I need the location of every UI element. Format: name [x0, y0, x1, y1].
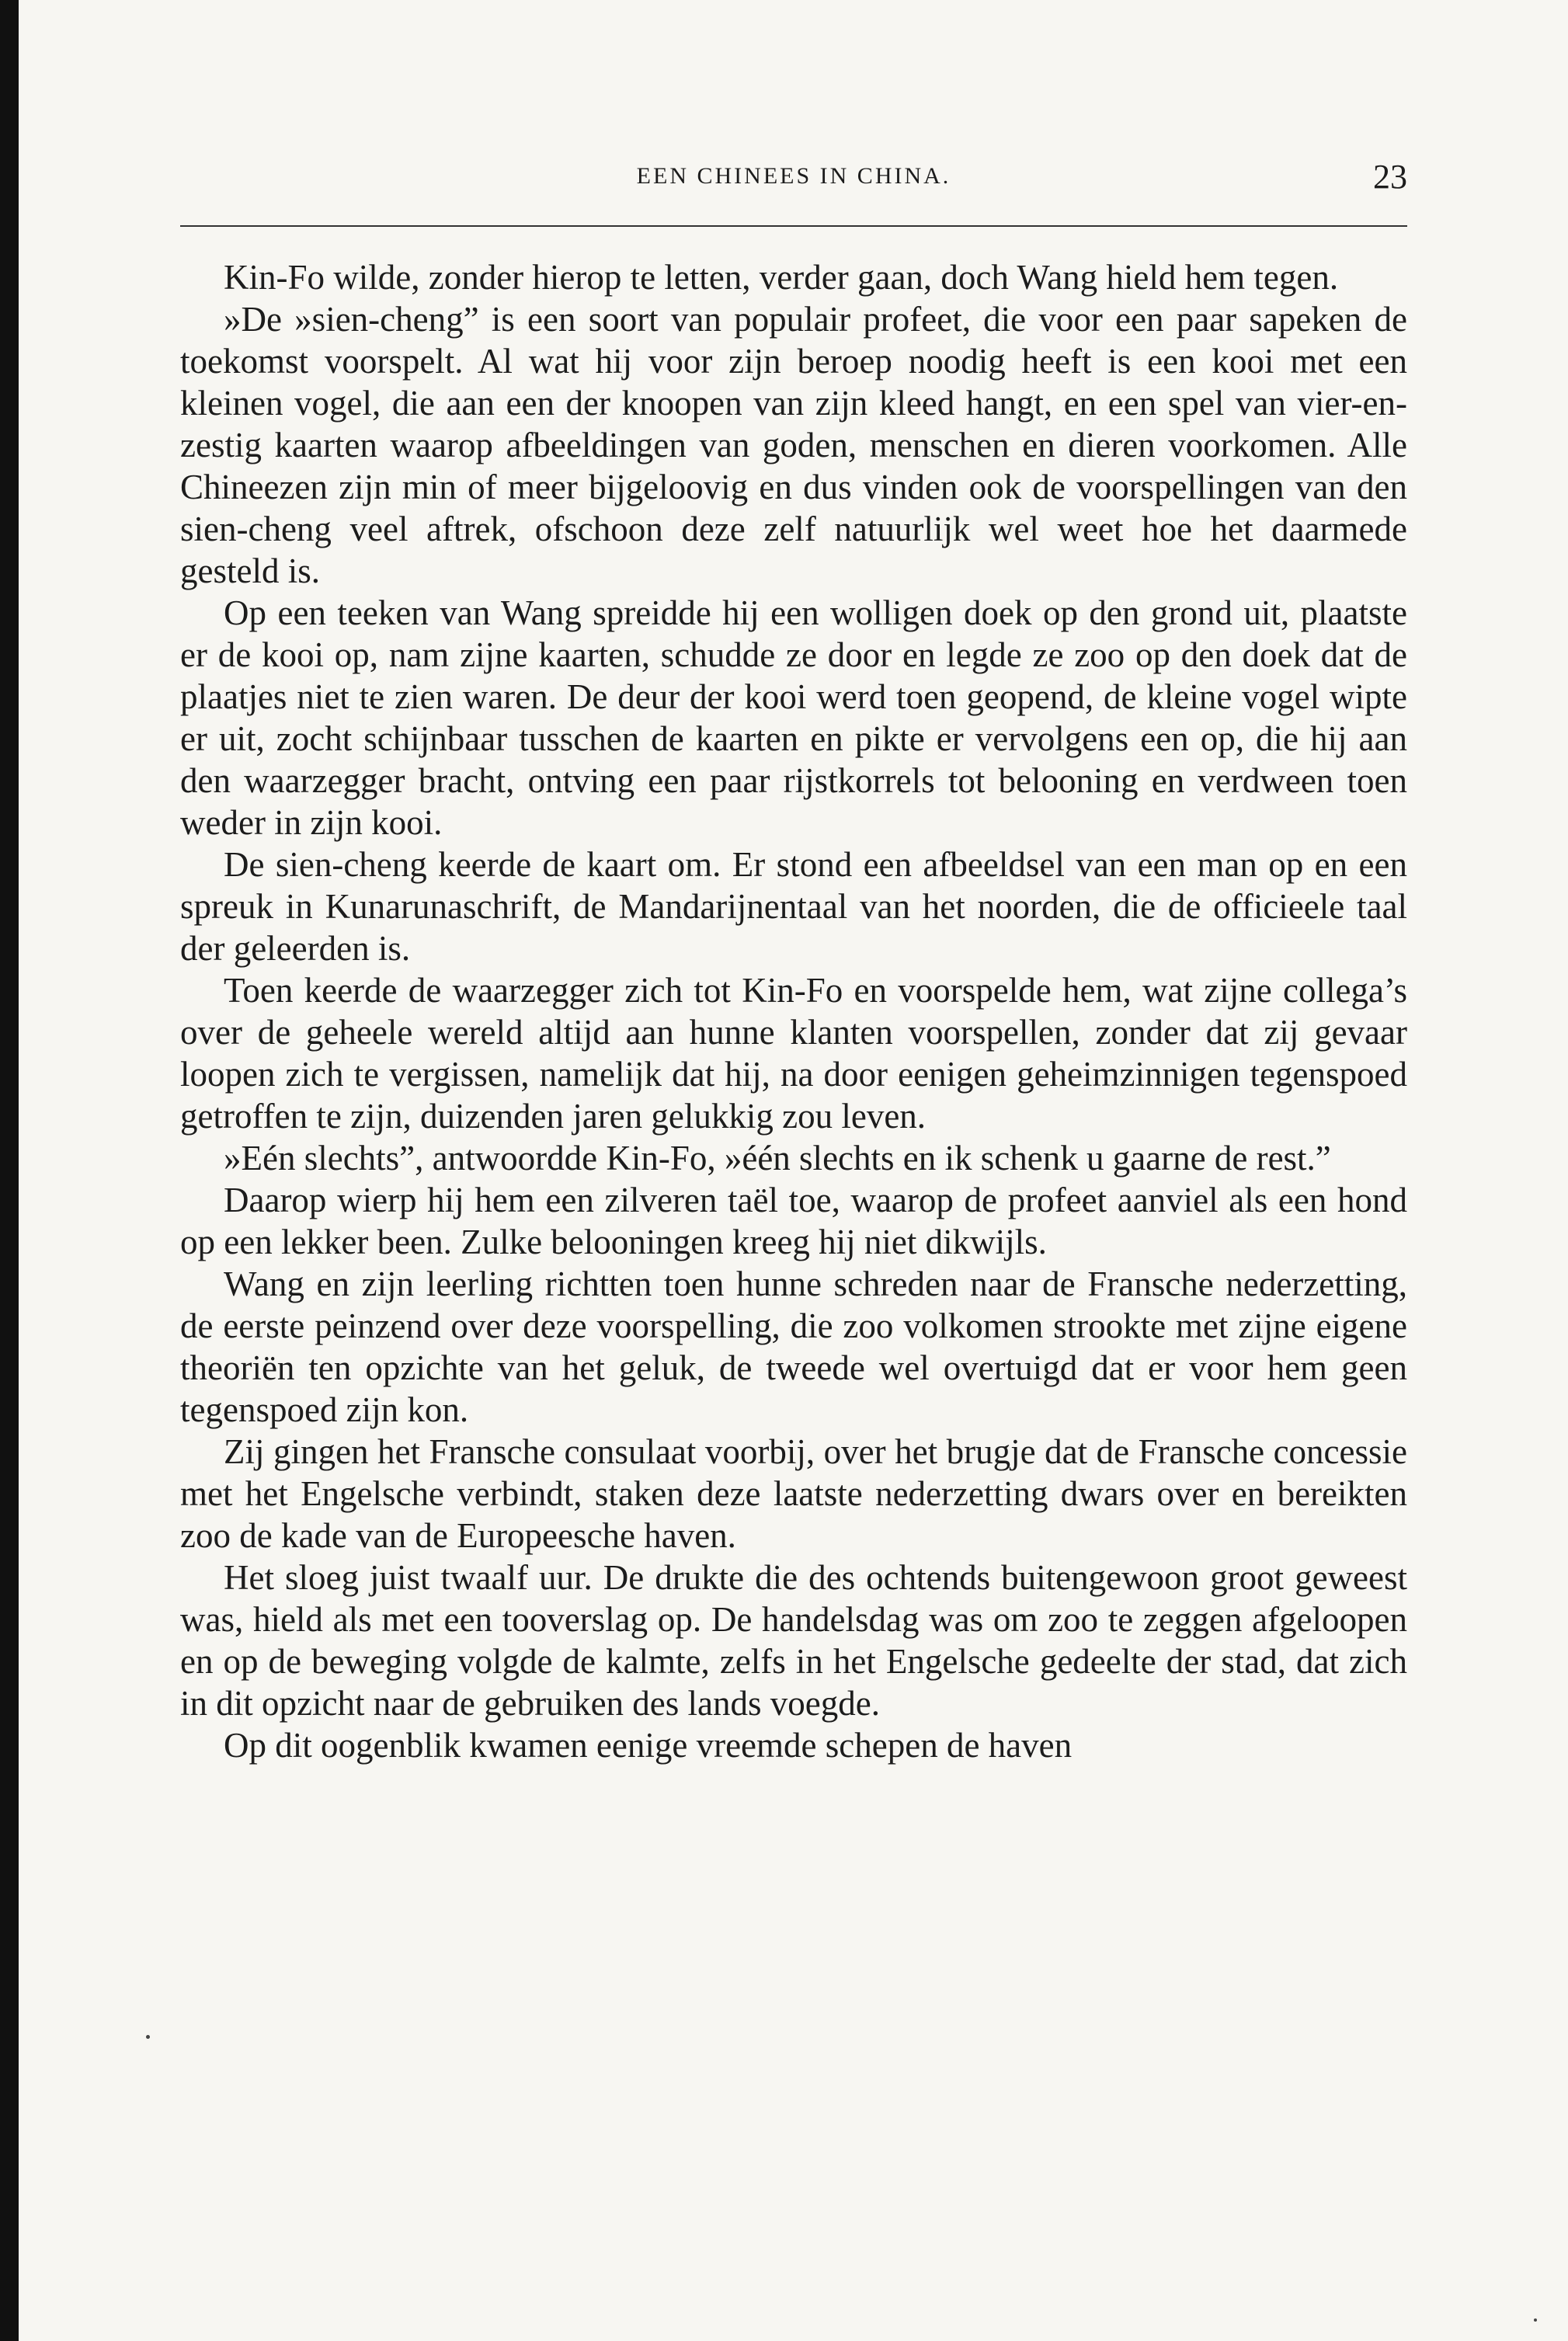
paragraph: De sien-cheng keerde de kaart om. Er stond een afbeeldsel van een man op en een spreuk in Kunarunaschrift, de Mandarijnentaal van het noorden, die de officieele taal der geleerden is. — [180, 845, 1407, 968]
paragraph: Zij gingen het Fransche consulaat voorbij, over het brugje dat de Fransche concessie met het Engelsche verbindt, staken deze laatste nederzetting dwars over en bereikten zoo de kade van de Europeesche haven. — [180, 1432, 1407, 1555]
running-head — [180, 154, 1407, 200]
paragraph: Toen keerde de waarzegger zich tot Kin-Fo en voorspelde hem, wat zijne collega’s over de geheele wereld altijd aan hunne klanten voorspellen, zonder dat zij gevaar loopen zich te vergissen, namelijk dat hij, na door eenigen geheimzinnigen tegenspoed getroffen te zijn, duizenden jaren gelukkig zou leven. — [180, 971, 1407, 1136]
paragraph: Wang en zijn leerling richtten toen hunne schreden naar de Fransche nederzetting, de eerste peinzend over deze voorspelling, die zoo volkomen strookte met zijne eigene theoriën ten opzichte van het geluk, de tweede wel overtuigd dat er voor hem geen tegenspoed zijn kon. — [180, 1264, 1407, 1429]
book-page — [180, 0, 1407, 2341]
paragraph: Het sloeg juist twaalf uur. De drukte die des ochtends buitengewoon groot geweest was, hield als met een tooverslag op. De handelsdag was om zoo te zeggen afgeloopen en op de beweging volgde de kalmte, zelfs in het Engelsche gedeelte der stad, dat zich in dit opzicht naar de gebruiken des lands voegde. — [180, 1558, 1407, 1723]
page-number: 23 — [1373, 158, 1407, 196]
paragraph: Kin-Fo wilde, zonder hierop te letten, verder gaan, doch Wang hield hem tegen. — [224, 258, 1339, 297]
running-title: EEN CHINEES IN CHINA. — [636, 163, 951, 189]
paragraph: Op een teeken van Wang spreidde hij een wolligen doek op den grond uit, plaatste er de kooi op, nam zijne kaarten, schudde ze door en legde ze zoo op den doek dat de plaatjes niet te zien waren. De deur der kooi werd toen geopend, de kleine vogel wipte er uit, zocht schijnbaar tusschen de kaarten en pikte er vervolgens een op, die hij aan den waarzegger bracht, ontving een paar rijstkorrels tot belooning en verdween toen weder in zijn kooi. — [180, 593, 1407, 842]
print-speck — [146, 2035, 150, 2039]
header-rule — [180, 225, 1407, 227]
paragraph: »De »sien-cheng” is een soort van populair profeet, die voor een paar sapeken de toekomst voorspelt. Al wat hij voor zijn beroep noodig heeft is een kooi met een kleinen vogel, die aan een der knoopen van zijn kleed hangt, en een spel van vier-en-zestig kaarten waarop afbeeldingen van goden, menschen en dieren voorkomen. Alle Chineezen zijn min of meer bijgeloovig en dus vinden ook de voorspellingen van den sien-cheng veel aftrek, ofschoon deze zelf natuurlijk wel weet hoe het daarmede gesteld is. — [180, 300, 1407, 590]
paragraph: Daarop wierp hij hem een zilveren taël toe, waarop de profeet aanviel als een hond op een lekker been. Zulke belooningen kreeg hij niet dikwijls. — [180, 1181, 1407, 1261]
paragraph: »Eén slechts”, antwoordde Kin-Fo, »één slechts en ik schenk u gaarne de rest.” — [224, 1139, 1331, 1177]
body-text — [180, 256, 1407, 1766]
print-speck — [1534, 2318, 1537, 2322]
page-binding-edge — [0, 0, 19, 2341]
paragraph: Op dit oogenblik kwamen eenige vreemde schepen de haven — [224, 1726, 1073, 1765]
